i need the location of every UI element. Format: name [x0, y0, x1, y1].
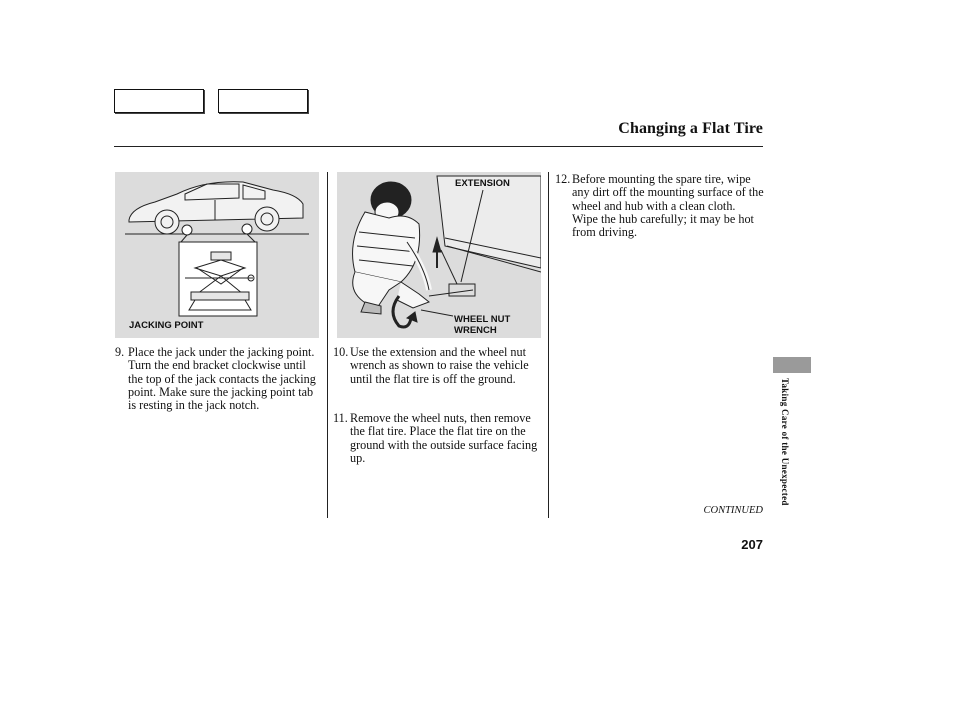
wheel-nut-wrench-label-line-2: WRENCH: [454, 325, 497, 336]
step-number: 9.: [115, 345, 125, 359]
continued-label: CONTINUED: [703, 505, 763, 516]
jacking-point-label: JACKING POINT: [129, 320, 204, 331]
title-rule: [114, 146, 763, 147]
step-number: 11.: [333, 411, 348, 425]
wrench-operation-figure: [337, 172, 541, 338]
section-tab: [773, 357, 811, 373]
car-jack-illustration: [115, 172, 319, 338]
jack-placement-figure: [115, 172, 319, 338]
section-label: Taking Care of the Unexpected: [780, 378, 790, 506]
step-text: Before mounting the spare tire, wipe any dirt off the mounting surface of the wheel and hub with a clean cloth. Wipe the hub carefully; it may be hot from driving.: [572, 172, 764, 240]
column-divider-1: [327, 172, 328, 518]
step-text: Place the jack under the jacking point. Turn the end bracket clockwise until the top of the jack contacts the jacking point. Make sure the jacking point tab is resting in the jack notch.: [128, 345, 316, 413]
nav-button-next[interactable]: [218, 89, 308, 113]
nav-button-prev[interactable]: [114, 89, 204, 113]
step-number: 12.: [555, 172, 571, 186]
page-number: 207: [741, 537, 763, 552]
wheel-nut-wrench-label: [454, 314, 510, 336]
step-number: 10.: [333, 345, 349, 359]
wrench-illustration: [337, 172, 541, 338]
step-text: Use the extension and the wheel nut wrench as shown to raise the vehicle until the flat tire is off the ground.: [350, 345, 529, 386]
step-text: Remove the wheel nuts, then remove the flat tire. Place the flat tire on the ground with the outside surface facing up.: [350, 411, 538, 465]
extension-label: EXTENSION: [455, 178, 510, 189]
column-divider-2: [548, 172, 549, 518]
wheel-nut-wrench-label-line-1: WHEEL NUT: [454, 314, 511, 325]
page-title: Changing a Flat Tire: [618, 120, 763, 137]
